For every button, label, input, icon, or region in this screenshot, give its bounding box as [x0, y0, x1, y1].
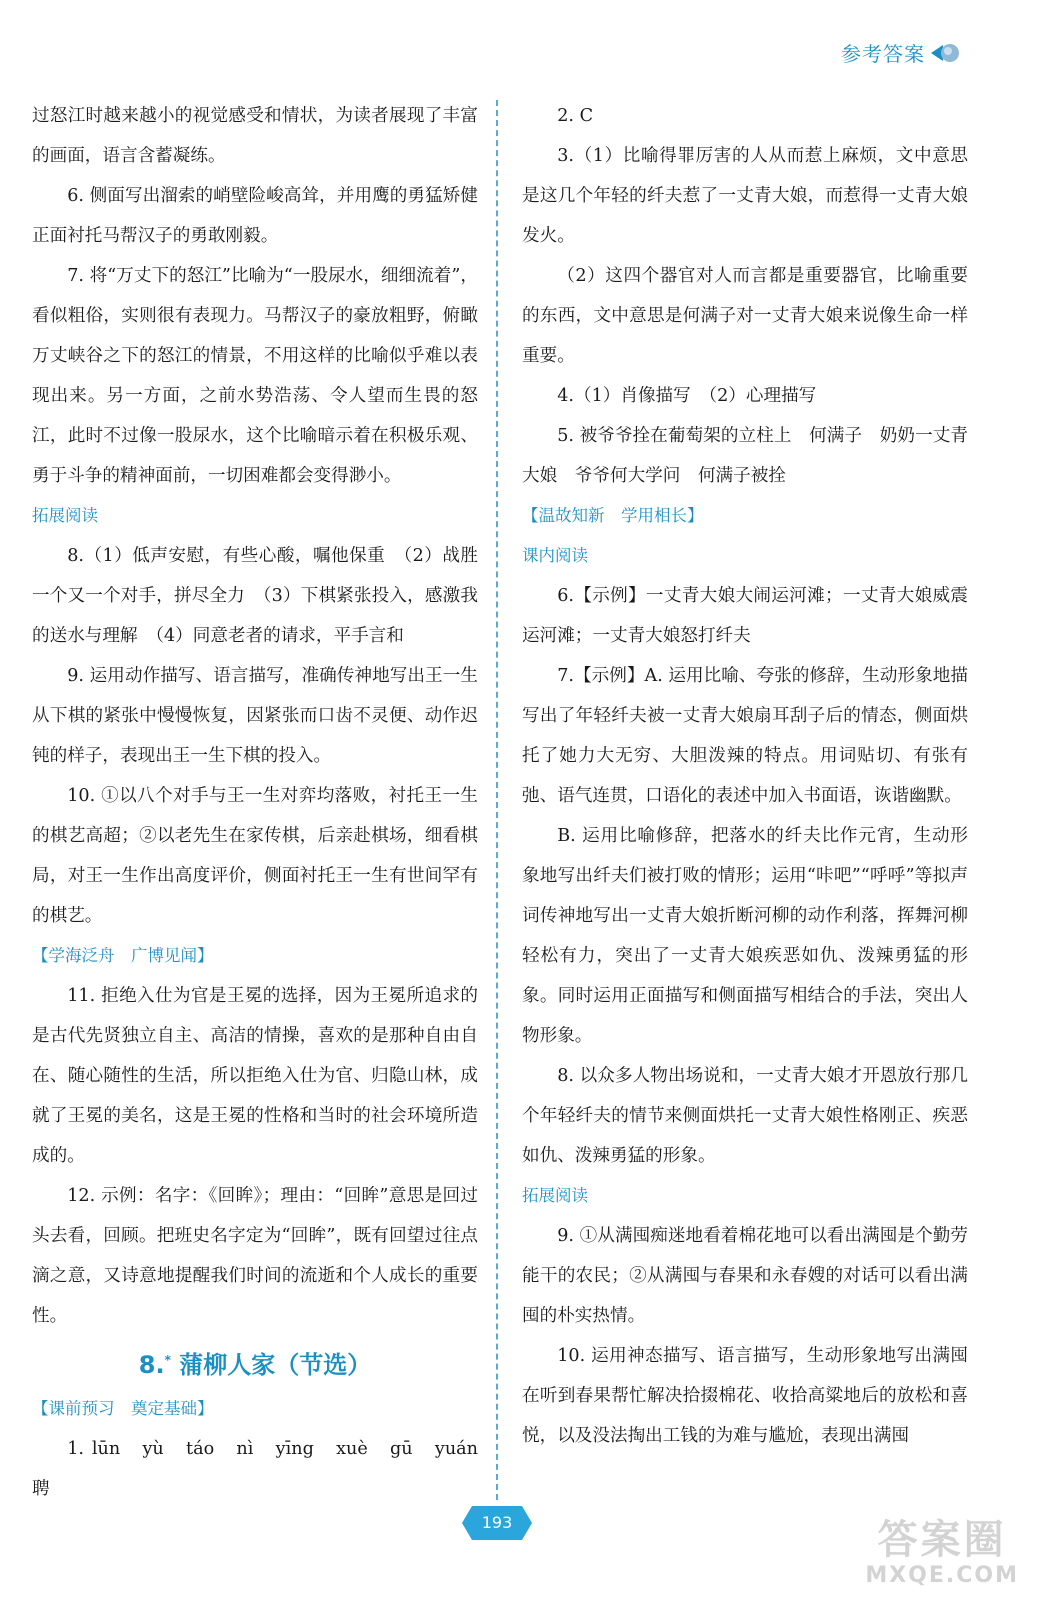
answer-paragraph: 9. 运用动作描写、语言描写，准确传神地写出王一生从下棋的紧张中慢慢恢复，因紧张而口齿不灵便、动作迟钝的样子，表现出王一生下棋的投入。: [32, 666, 478, 766]
column-divider: [496, 100, 498, 1500]
answer-paragraph: （2）这四个器官对人而言都是重要器官，比喻重要的东西，文中意思是何满子对一丈青大娘来说像生命一样重要。: [522, 266, 968, 366]
section-heading: 拓展阅读: [522, 1186, 588, 1205]
section-heading: 拓展阅读: [32, 506, 98, 525]
answer-paragraph: 1. lūn yù táo nì yīng xuè gū yuán 聘: [32, 1439, 496, 1499]
answer-paragraph: 9. ①从满囤痴迷地看着棉花地可以看出满囤是个勤劳能干的农民；②从满囤与春果和永春嫂的对话可以看出满囤的朴实热情。: [522, 1226, 968, 1326]
watermark-logo: 答案圈: [877, 1517, 1007, 1563]
answer-paragraph: 8.（1）低声安慰，有些心酸，嘱他保重 （2）战胜一个又一个对手，拼尽全力 （3）下棋紧张投入，感激我的送水与理解 （4）同意老者的请求，平手言和: [32, 546, 478, 646]
chapter-number: 8.: [138, 1351, 165, 1379]
header-decoration-icon: [931, 42, 961, 64]
right-column: [522, 96, 968, 1456]
answer-paragraph: 6. 侧面写出溜索的峭壁险峻高耸，并用鹰的勇猛矫健正面衬托马帮汉子的勇敢刚毅。: [32, 186, 478, 246]
chapter-name: 蒲柳人家（节选）: [179, 1351, 372, 1379]
answer-paragraph: 4.（1）肖像描写 （2）心理描写: [557, 386, 817, 406]
answer-paragraph: 2. C: [557, 106, 594, 126]
section-heading: 【学海泛舟 广博见闻】: [32, 946, 214, 965]
answer-paragraph: 10. ①以八个对手与王一生对弈均落败，衬托王一生的棋艺高超；②以老先生在家传棋，后亲赴棋场，细看棋局，对王一生作出高度评价，侧面衬托王一生有世间罕有的棋艺。: [32, 786, 478, 926]
answer-paragraph: 6.【示例】一丈青大娘大闹运河滩；一丈青大娘威震运河滩；一丈青大娘怒打纤夫: [522, 586, 968, 646]
answer-paragraph: B. 运用比喻修辞，把落水的纤夫比作元宵，生动形象地写出纤夫们被打败的情形；运用“咔吧”“呼呼”等拟声词传神地写出一丈青大娘折断河柳的动作利落，挥舞河柳轻松有力，突出了一丈青大娘疾恶如仇、泼辣勇猛的形象。同时运用正面描写和侧面描写相结合的手法，突出人物形象。: [522, 826, 968, 1046]
answer-paragraph: 10. 运用神态描写、语言描写，生动形象地写出满囤在听到春果帮忙解决拾掇棉花、收拾高粱地后的放松和喜悦，以及没法掏出工钱的为难与尴尬，表现出满囤: [522, 1346, 968, 1446]
answer-paragraph: 8. 以众多人物出场说和，一丈青大娘才开恩放行那几个年轻纤夫的情节来侧面烘托一丈青大娘性格刚正、疾恶如仇、泼辣勇猛的形象。: [522, 1066, 968, 1166]
watermark: [865, 1517, 1019, 1588]
chapter-title: 8.* 蒲柳人家（节选）: [138, 1351, 372, 1379]
section-heading: 【课前预习 奠定基础】: [32, 1399, 214, 1418]
answer-paragraph: 3.（1）比喻得罪厉害的人从而惹上麻烦，文中意思是这几个年轻的纤夫惹了一丈青大娘，而惹得一丈青大娘发火。: [522, 146, 968, 246]
answer-paragraph: 过怒江时越来越小的视觉感受和情状，为读者展现了丰富的画面，语言含蓄凝练。: [32, 106, 478, 166]
section-heading: 课内阅读: [522, 546, 588, 565]
answer-paragraph: 5. 被爷爷拴在葡萄架的立柱上 何满子 奶奶一丈青大娘 爷爷何大学问 何满子被拴: [522, 426, 968, 486]
page-number-badge: [462, 1506, 532, 1540]
answer-paragraph: 12. 示例：名字：《回眸》；理由：“回眸”意思是回过头去看，回顾。把班史名字定为“回眸”，既有回望过往点滴之意，又诗意地提醒我们时间的流逝和个人成长的重要性。: [32, 1186, 478, 1326]
answer-paragraph: 7. 将“万丈下的怒江”比喻为“一股尿水，细细流着”，看似粗俗，实则很有表现力。马帮汉子的豪放粗野，俯瞰万丈峡谷之下的怒江的情景，不用这样的比喻似乎难以表现出来。另一方面，之前水势浩荡、令人望而生畏的怒江，此时不过像一股尿水，这个比喻暗示着在积极乐观、勇于斗争的精神面前，一切困难都会变得渺小。: [32, 266, 478, 486]
answer-paragraph: 7.【示例】A. 运用比喻、夸张的修辞，生动形象地描写出了年轻纤夫被一丈青大娘扇耳刮子后的情态，侧面烘托了她力大无穷、大胆泼辣的特点。用词贴切、有张有弛、语气连贯，口语化的表述中加入书面语，诙谐幽默。: [522, 666, 968, 806]
page-header: [841, 38, 961, 67]
answer-paragraph: 11. 拒绝入仕为官是王冕的选择，因为王冕所追求的是古代先贤独立自主、高洁的情操，喜欢的是那种自由自在、随心随性的生活，所以拒绝入仕为官、归隐山林，成就了王冕的美名，这是王冕的性格和当时的社会环境所造成的。: [32, 986, 478, 1166]
left-column: [32, 96, 496, 1509]
watermark-url: MXQE.COM: [865, 1563, 1019, 1588]
section-heading: 【温故知新 学用相长】: [522, 506, 704, 525]
header-title: 参考答案: [841, 42, 925, 66]
page-number: 193: [481, 1513, 513, 1532]
